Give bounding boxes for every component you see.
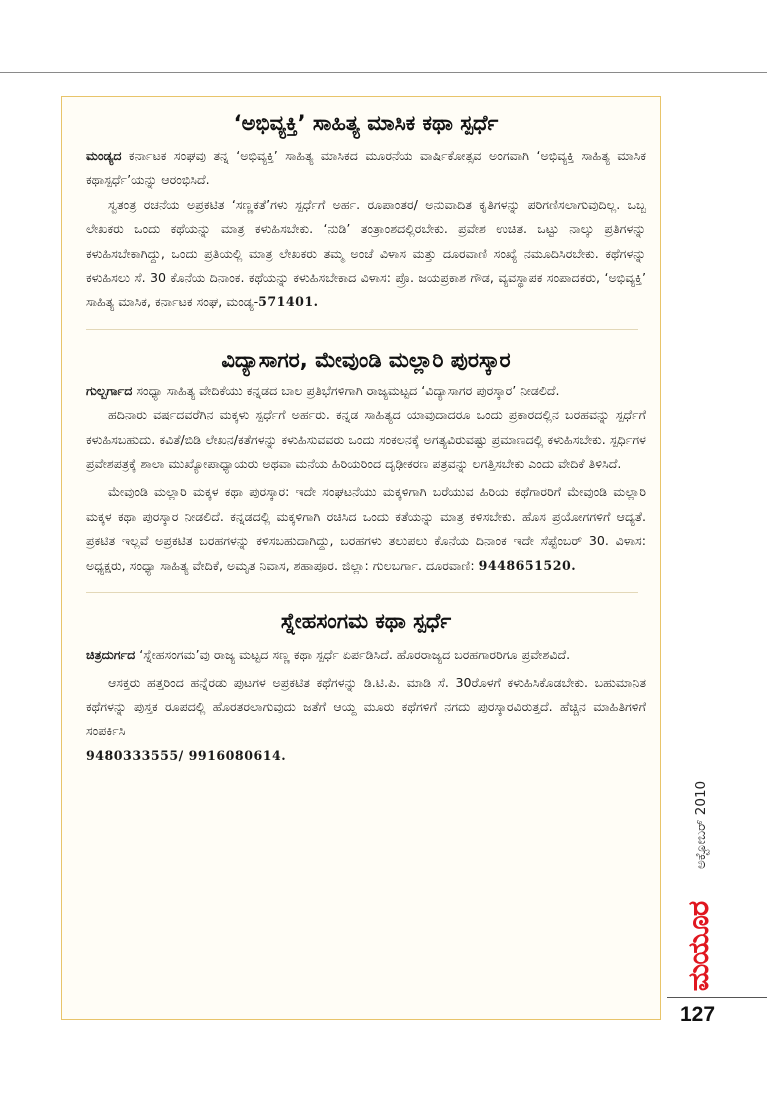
section-title: ಸ್ನೇಹಸಂಗಮ ಕಥಾ ಸ್ಪರ್ಧೆ (280, 609, 452, 634)
page-number: 127 (680, 1003, 716, 1026)
paragraph (86, 643, 646, 667)
paragraph-text: ಸ್ವತಂತ್ರ ರಚನೆಯ ಅಪ್ರಕಟಿತ ‘ಸಣ್ಣಕತೆ’ಗಳು ಸ್ಪರ್ಧೆಗೆ ಅರ್ಹ. ರೂಪಾಂತರ/ ಅನುವಾದಿತ ಕೃತಿಗಳನ್ನು ಪರಿಗಣಿಸಲಾಗುವುದಿಲ್ಲ. ಒಬ್ಬ ಲೇಖಕರು ಒಂದು ಕಥೆಯನ್ನು ಮಾತ್ರ ಕಳುಹಿಸಬೇಕು. ‘ನುಡಿ’ ತಂತ್ರಾಂಶದಲ್ಲಿರಬೇಕು. ಪ್ರವೇಶ ಉಚಿತ. ಒಟ್ಟು ನಾಲ್ಕು ಪ್ರತಿಗಳನ್ನು ಕಳುಹಿಸಬೇಕಾಗಿದ್ದು, ಒಂದು ಪ್ರತಿಯಲ್ಲಿ ಮಾತ್ರ ಲೇಖಕರು ತಮ್ಮ ಅಂಚೆ ವಿಳಾಸ ಮತ್ತು ದೂರವಾಣಿ ಸಂಖ್ಯೆ ನಮೂದಿಸಿರಬೇಕು. ಕಥೆಗಳನ್ನು ಕಳುಹಿಸಲು ಸೆ. 30 ಕೊನೆಯ ದಿನಾಂಕ. ಕಥೆಯನ್ನು ಕಳುಹಿಸಬೇಕಾದ ವಿಳಾಸ: ಪ್ರೊ. ಜಯಪ್ರಕಾಶ ಗೌಡ, ವ್ಯವಸ್ಥಾಪಕ ಸಂಪಾದಕರು, ‘ಅಭಿವ್ಯಕ್ತಿ’ ಸಾಹಿತ್ಯ ಮಾಸಿಕ, ಕರ್ನಾಟಕ ಸಂಘ, ಮಂಡ್ಯ- (86, 196, 646, 310)
paragraph (86, 193, 646, 315)
lead-word: ಮಂಡ್ಯದ (86, 148, 122, 163)
pin-code: 571401. (258, 294, 319, 310)
paragraph-text: ಕರ್ನಾಟಕ ಸಂಘವು ತನ್ನ ‘ಅಭಿವ್ಯಕ್ತಿ’ ಸಾಹಿತ್ಯ ಮಾಸಿಕದ ಮೂರನೆಯ ವಾರ್ಷಿಕೋತ್ಸವ ಅಂಗವಾಗಿ ‘ಅಭಿವ್ಯಕ್ತಿ ಸಾಹಿತ್ಯ ಮಾಸಿಕ ಕಥಾಸ್ಪರ್ಧೆ’ಯನ್ನು ಆರಂಭಿಸಿದೆ. (86, 148, 646, 188)
paragraph-text: ಆಸಕ್ತರು ಹತ್ತರಿಂದ ಹನ್ನೆರಡು ಪುಟಗಳ ಅಪ್ರಕಟಿತ ಕಥೆಗಳನ್ನು ಡಿ.ಟಿ.ಪಿ. ಮಾಡಿ ಸೆ. 30ರೊಳಗೆ ಕಳುಹಿಸಿಕೊಡಬೇಕು. ಬಹುಮಾನಿತ ಕಥೆಗಳನ್ನು ಪುಸ್ತಕ ರೂಪದಲ್ಲಿ ಹೊರತರಲಾಗುವುದು ಜತೆಗೆ ಆಯ್ದ ಮೂರು ಕಥೆಗಳಿಗೆ ನಗದು ಪುರಸ್ಕಾರವಿರುತ್ತದೆ. ಹೆಚ್ಚಿನ ಮಾಹಿತಿಗಳಿಗೆ ಸಂಪರ್ಕಿಸಿ (86, 674, 646, 739)
paragraph-text: ‘ಸ್ನೇಹಸಂಗಮ’ವು ರಾಜ್ಯ ಮಟ್ಟದ ಸಣ್ಣ ಕಥಾ ಸ್ಪರ್ಧೆ ಏರ್ಪಡಿಸಿದೆ. ಹೊರರಾಜ್ಯದ ಬರಹಗಾರರಿಗೂ ಪ್ರವೇಶವಿದೆ. (135, 647, 571, 663)
phone-number: 9448651520. (478, 557, 577, 573)
paragraph (86, 379, 646, 403)
top-rule (0, 72, 767, 73)
section-title: ವಿದ್ಯಾಸಾಗರ, ಮೇವುಂಡಿ ಮಲ್ಲಾರಿ ಪುರಸ್ಕಾರ (221, 347, 511, 372)
section-abhivyakti (86, 97, 646, 315)
paragraph-text: ಮೇವುಂಡಿ ಮಲ್ಲಾರಿ ಮಕ್ಕಳ ಕಥಾ ಪುರಸ್ಕಾರ: ಇದೇ ಸಂಘಟನೆಯು ಮಕ್ಕಳಿಗಾಗಿ ಬರೆಯುವ ಹಿರಿಯ ಕಥೆಗಾರರಿಗೆ ಮೇವುಂಡಿ ಮಲ್ಲಾರಿ ಮಕ್ಕಳ ಕಥಾ ಪುರಸ್ಕಾರ ನೀಡಲಿದೆ. ಕನ್ನಡದಲ್ಲಿ ಮಕ್ಕಳಿಗಾಗಿ ರಚಿಸಿದ ಒಂದು ಕತೆಯನ್ನು ಮಾತ್ರ ಕಳಿಸಬೇಕು. ಹೊಸ ಪ್ರಯೋಗಗಳಿಗೆ ಆದ್ಯತೆ. ಪ್ರಕಟಿತ ಇಲ್ಲವೆ ಅಪ್ರಕಟಿತ ಬರಹಗಳನ್ನು ಕಳಿಸಬಹುದಾಗಿದ್ದು, ಬರಹಗಳು ತಲುಪಲು ಕೊನೆಯ ದಿನಾಂಕ ಇದೇ ಸೆಪ್ಟೆಂಬರ್ 30. ವಿಳಾಸ: ಅಧ್ಯಕ್ಷರು, ಸಂಧ್ಯಾ ಸಾಹಿತ್ಯ ವೇದಿಕೆ, ಅಮೃತ ನಿವಾಸ, ಶಹಾಪೂರ. ಜಿಲ್ಲಾ: ಗುಲಬರ್ಗಾ. ದೂರವಾಣಿ: (86, 484, 646, 573)
paragraph (86, 671, 646, 744)
magazine-logo (681, 903, 717, 989)
paragraph-text: ಸಂಧ್ಯಾ ಸಾಹಿತ್ಯ ವೇದಿಕೆಯು ಕನ್ನಡದ ಬಾಲ ಪ್ರತಿಭೆಗಳಿಗಾಗಿ ರಾಜ್ಯಮಟ್ಟದ ‘ವಿದ್ಯಾಸಾಗರ ಪುರಸ್ಕಾರ’ ನೀಡಲಿದೆ. (132, 382, 560, 398)
paragraph (86, 480, 646, 578)
paragraph (86, 144, 646, 193)
section-title: ‘ಅಭಿವ್ಯಕ್ತಿ’ ಸಾಹಿತ್ಯ ಮಾಸಿಕ ಕಥಾ ಸ್ಪರ್ಧೆ (233, 111, 499, 135)
lead-word: ಗುಲ್ಬರ್ಗಾದ (86, 382, 133, 398)
announcements-panel (61, 96, 661, 1020)
paragraph: ಹದಿನಾರು ವರ್ಷದವರೆಗಿನ ಮಕ್ಕಳು ಸ್ಪರ್ಧೆಗೆ ಅರ್ಹರು. ಕನ್ನಡ ಸಾಹಿತ್ಯದ ಯಾವುದಾದರೂ ಒಂದು ಪ್ರಕಾರದಲ್ಲಿನ ಬರಹವನ್ನು ಸ್ಪರ್ಧೆಗೆ ಕಳುಹಿಸಬಹುದು. ಕವಿತೆ/ಬಿಡಿ ಲೇಖನ/ಕತೆಗಳನ್ನು ಕಳುಹಿಸುವವರು ಒಂದು ಸಂಕಲನಕ್ಕೆ ಅಗತ್ಯವಿರುವಷ್ಟು ಪ್ರಮಾಣದಲ್ಲಿ ಕಳುಹಿಸಬೇಕು. ಸ್ಪರ್ಧಿಗಳ ಪ್ರವೇಶಪತ್ರಕ್ಕೆ ಶಾಲಾ ಮುಖ್ಯೋಪಾಧ್ಯಾಯರು ಅಥವಾ ಮನೆಯ ಹಿರಿಯರಿಂದ ದೃಢೀಕರಣ ಪತ್ರವನ್ನು ಲಗತ್ತಿಸಬೇಕು ಎಂದು ವೇದಿಕೆ ತಿಳಿಸಿದೆ. (86, 407, 646, 472)
lead-word: ಚಿತ್ರದುರ್ಗದ (86, 647, 136, 663)
issue-date-text: ಅಕ್ಟೋಬರ್ 2010 (693, 780, 710, 870)
section-vidyasagara (86, 330, 646, 592)
page-number-rule (667, 997, 767, 998)
issue-date (686, 755, 716, 895)
phone-numbers: 9480333555/ 9916080614. (86, 747, 287, 763)
section-snehasangama (86, 593, 646, 768)
logo-text: ಮಯೂರ (681, 901, 716, 991)
